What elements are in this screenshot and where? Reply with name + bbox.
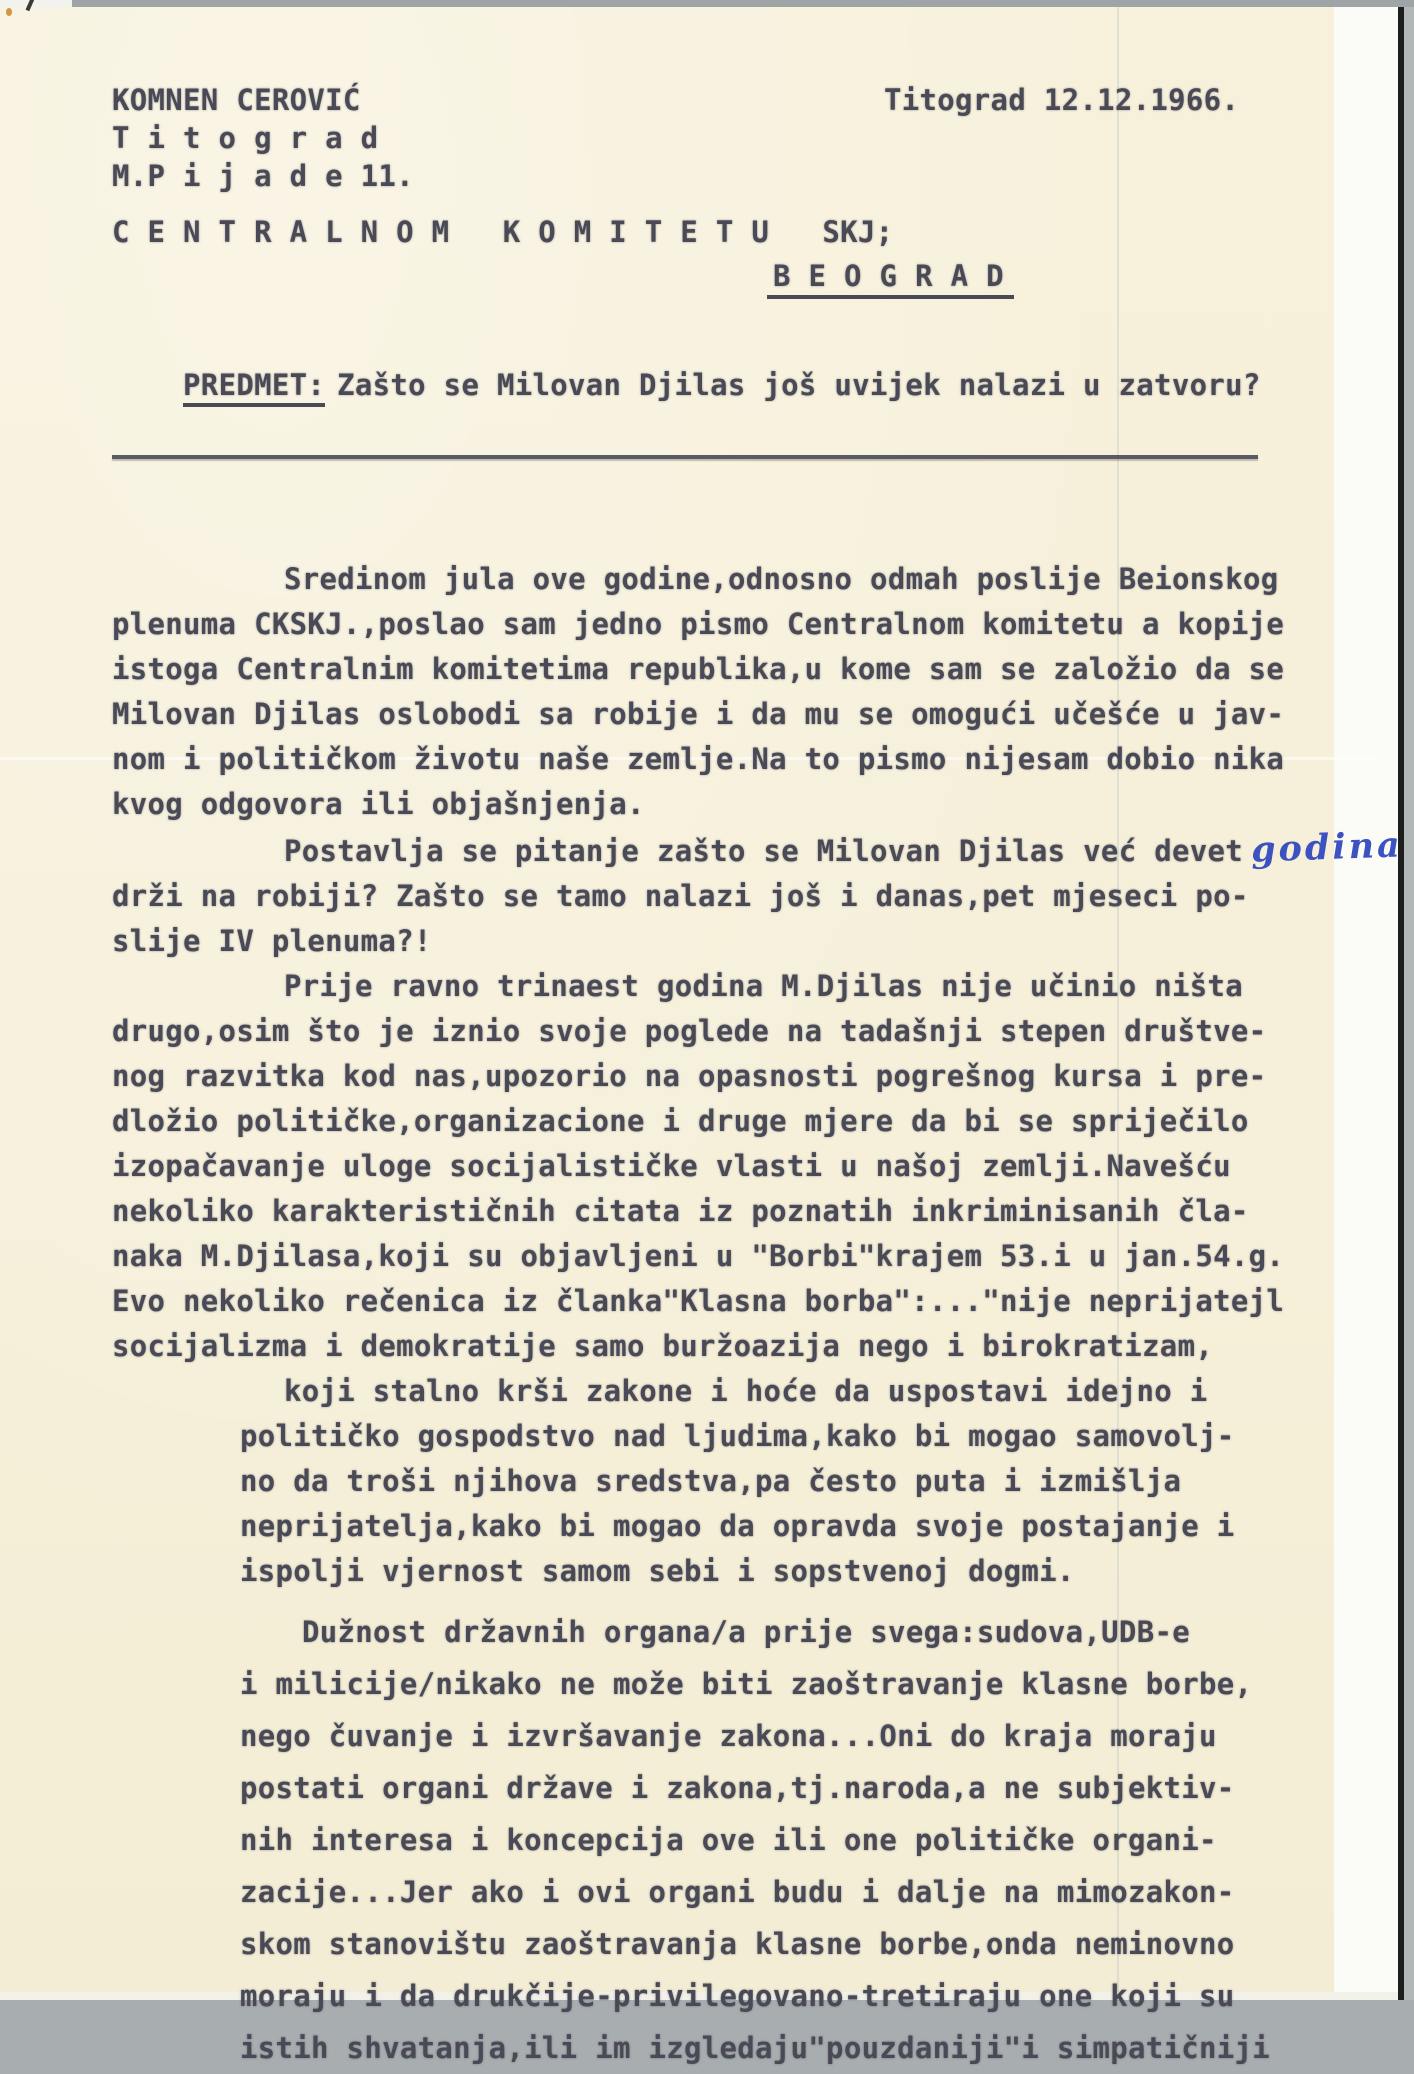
letter-line [112, 1324, 1374, 1369]
letter-line [112, 919, 1374, 964]
letter-line-text: moraju i da drukčije-privilegovano-tretiraju one koji su [240, 1979, 1235, 2013]
scan-edge-top-left [0, 0, 72, 7]
letter-line-text: neprijatelja,kako bi mogao da opravda svoje postajanje i [240, 1509, 1235, 1543]
recipient-city: B E O G R A D [767, 259, 1014, 299]
letter-line-text: no da troši njihova sredstva,pa često puta i izmišlja [240, 1464, 1182, 1498]
letter-line [112, 647, 1374, 692]
letter-line [112, 1279, 1374, 1324]
letter-line [112, 692, 1374, 737]
letter-line [112, 1762, 1374, 1814]
letter-line-text: istih shvatanja,ili im izgledaju"pouzdaniji"i simpatičniji [240, 2031, 1271, 2065]
letter-line [112, 737, 1374, 782]
letter-line [112, 1658, 1374, 1710]
letter-line-text: kvog odgovora ili objašnjenja. [112, 787, 645, 821]
subject-text: Zašto se Milovan Djilas još uvijek nalazi u zatvoru? [337, 368, 1261, 402]
letter-line-text: nih interesa i koncepcija ove ili one političke organi- [240, 1823, 1217, 1857]
letter-line [112, 1814, 1374, 1866]
letter-header [112, 81, 1374, 195]
recipient-city-row [112, 259, 1374, 303]
letter-line-text: skom stanovištu zaoštravanja klasne borbe,onda neminovno [240, 1927, 1235, 1961]
letter-line [112, 1414, 1374, 1459]
letter-line [112, 964, 1374, 1009]
letter-line [112, 1099, 1374, 1144]
letter-line [112, 1504, 1374, 1549]
letter-line [112, 1234, 1374, 1279]
letter-line-text: Postavlja se pitanje zašto se Milovan Djilas već devet [284, 834, 1244, 868]
letter-line-text: socijalizma i demokratije samo buržoazija nego i birokratizam, [112, 1329, 1214, 1363]
letter-line [112, 2022, 1374, 2074]
scan-edge-right [1404, 0, 1414, 2000]
letter-line-text: koji stalno krši zakone i hoće da uspostavi idejno i [284, 1374, 1208, 1408]
letter-line-text: ispolji vjernost samom sebi i sopstvenoj dogmi. [240, 1554, 1075, 1588]
letter-line-text: Prije ravno trinaest godina M.Djilas nije učinio ništa [284, 969, 1244, 1003]
letter-line-text: nego čuvanje i izvršavanje zakona...Oni do kraja moraju [240, 1719, 1217, 1753]
letter-line [112, 1459, 1374, 1504]
subject-line [112, 319, 1374, 451]
sender-city: T i t o g r a d [112, 121, 379, 155]
letter-line [112, 1369, 1374, 1414]
letter-line-text: dložio političke,organizacione i druge mjere da bi se spriječilo [112, 1104, 1249, 1138]
letter-line-text: nog razvitka kod nas,upozorio na opasnosti pogrešnog kursa i pre- [112, 1059, 1267, 1093]
letter-body [112, 557, 1404, 2074]
subject-underline [112, 455, 1258, 459]
letter-date: Titograd 12.12.1966. [884, 83, 1240, 117]
letter-line-text: Milovan Djilas oslobodi sa robije i da mu se omogući učešće u jav- [112, 697, 1285, 731]
letter-line-text: Dužnost državnih organa/a prije svega:sudova,UDB-e [302, 1615, 1190, 1649]
letter-line [112, 1009, 1374, 1054]
letter-line [112, 1710, 1374, 1762]
letter-line [112, 1144, 1374, 1189]
letter-line-text: i milicije/nikako ne može biti zaoštravanje klasne borbe, [240, 1667, 1253, 1701]
letter-line [112, 1054, 1374, 1099]
letter-line-text: naka M.Djilasa,koji su objavljeni u "Borbi"krajem 53.i u jan.54.g. [112, 1239, 1285, 1273]
letter-line-text: drugo,osim što je iznio svoje poglede na tadašnji stepen društve- [112, 1014, 1267, 1048]
scan-edge-top [0, 0, 1414, 7]
subject-label: PREDMET: [183, 368, 325, 407]
handwritten-annotation: godina [1250, 824, 1404, 871]
letter-line [112, 1866, 1374, 1918]
letter-line-text: nekoliko karakterističnih citata iz poznatih inkriminisanih čla- [112, 1194, 1249, 1228]
letter-line [112, 1189, 1374, 1234]
letter-line [112, 782, 1374, 827]
letter-line-text: drži na robiji? Zašto se tamo nalazi još i danas,pet mjeseci po- [112, 879, 1249, 913]
letter-line-text: Evo nekoliko rečenica iz članka"Klasna borba":..."nije neprijatejl [112, 1284, 1285, 1318]
letter-line [112, 1918, 1374, 1970]
letter-line-text: političko gospodstvo nad ljudima,kako bi mogao samovolj- [240, 1419, 1235, 1453]
letter-line [112, 557, 1374, 602]
letter-line-text: postati organi države i zakona,tj.naroda,a ne subjektiv- [240, 1771, 1235, 1805]
letter-line-text: izopačavanje uloge socijalističke vlasti u našoj zemlji.Navešću [112, 1149, 1231, 1183]
letter-line [112, 1606, 1374, 1658]
letter-line-text: istoga Centralnim komitetima republika,u kome sam se založio da se [112, 652, 1285, 686]
sender-name: KOMNEN CEROVIĆ [112, 83, 361, 117]
sender-address: M.P i j a d e 11. [112, 159, 414, 193]
letter-line [112, 1970, 1374, 2022]
letter-line-text: plenuma CKSKJ.,poslao sam jedno pismo Centralnom komitetu a kopije [112, 607, 1285, 641]
letter-line [112, 874, 1374, 919]
letter-content [0, 7, 1404, 2074]
letter-line [112, 602, 1374, 647]
letter-line [112, 1549, 1374, 1594]
letter-line-text: zacije...Jer ako i ovi organi budu i dalje na mimozakon- [240, 1875, 1235, 1909]
recipient-line: C E N T R A L N O M K O M I T E T U SKJ; [112, 215, 894, 249]
letter-line-text: nom i političkom životu naše zemlje.Na to pismo nijesam dobio nika [112, 742, 1285, 776]
letter-line-text: Sredinom jula ove godine,odnosno odmah poslije Beionskog [284, 562, 1279, 596]
letter-line-text: slije IV plenuma?! [112, 924, 432, 958]
letter-line [112, 824, 1404, 874]
